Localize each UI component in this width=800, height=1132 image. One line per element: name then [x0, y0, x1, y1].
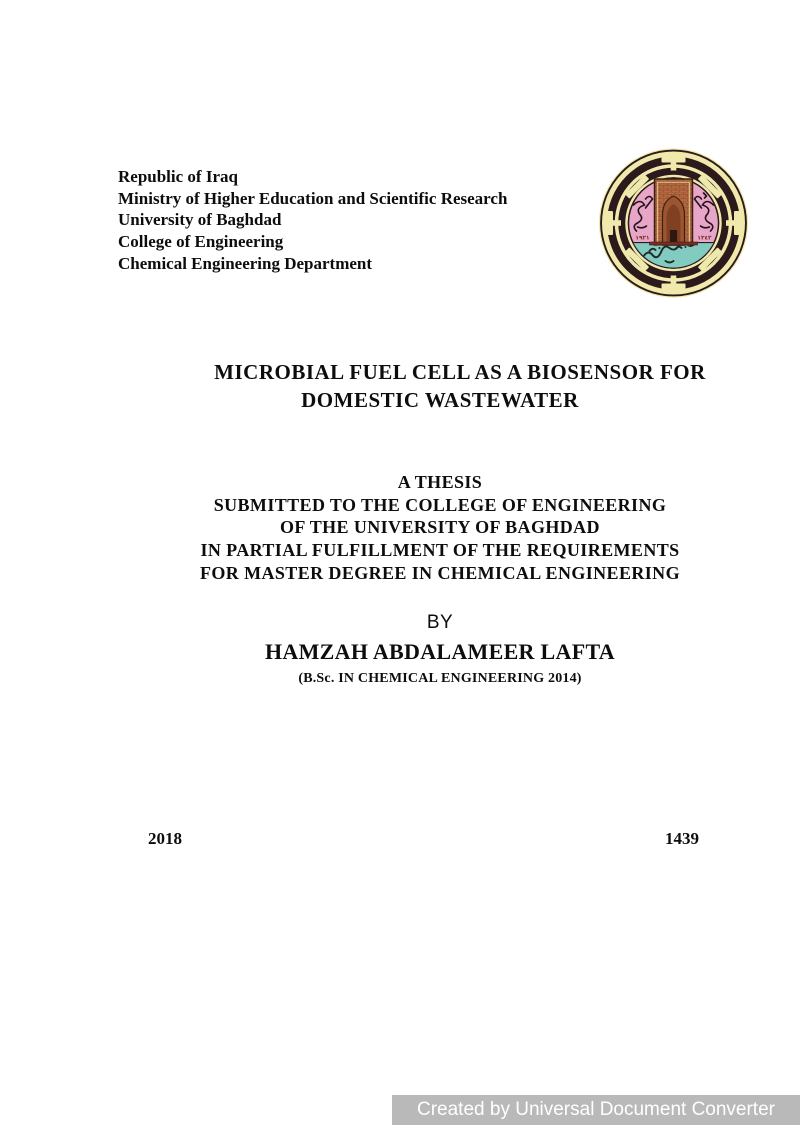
logo-year-left: ١٩٢١ — [635, 235, 650, 242]
by-label: BY — [426, 612, 454, 633]
author-credential: (B.Sc. IN CHEMICAL ENGINEERING 2014) — [298, 671, 582, 686]
year-hijri: 1439 — [665, 829, 699, 848]
logo-year-right: ١٣٤٢ — [697, 235, 712, 242]
university-logo-emblem — [598, 148, 749, 298]
header-line-ministry: Ministry of Higher Education and Scientific Research — [118, 188, 508, 208]
thesis-statement-line-3: OF THE UNIVERSITY OF BAGHDAD — [280, 517, 600, 538]
thesis-title-line-2: DOMESTIC WASTEWATER — [301, 387, 579, 412]
thesis-title — [87, 359, 793, 414]
thesis-title-line-1: MICROBIAL FUEL CELL AS A BIOSENSOR FOR — [214, 360, 706, 384]
converter-watermark: Created by Universal Document Converter — [392, 1095, 800, 1125]
year-gregorian: 2018 — [148, 829, 182, 848]
thesis-statement-line-5: FOR MASTER DEGREE IN CHEMICAL ENGINEERING — [200, 562, 680, 583]
university-logo — [598, 148, 749, 298]
header-line-country: Republic of Iraq — [118, 167, 238, 186]
author-name: HAMZAH ABDALAMEER LAFTA — [265, 639, 615, 664]
header-line-university: University of Baghdad — [118, 210, 282, 230]
logo-gate — [650, 179, 698, 245]
years-row — [87, 829, 793, 849]
thesis-statement-line-2: SUBMITTED TO THE COLLEGE OF ENGINEERING — [213, 494, 667, 515]
thesis-statement-line-4: IN PARTIAL FULFILLMENT OF THE REQUIREMENTS — [200, 540, 680, 561]
thesis-statement — [87, 471, 793, 585]
header-line-department: Chemical Engineering Department — [118, 253, 373, 273]
author-block — [87, 613, 793, 688]
thesis-statement-line-1: A THESIS — [397, 472, 483, 492]
header-line-college: College of Engineering — [118, 232, 284, 252]
institution-header — [118, 166, 507, 275]
